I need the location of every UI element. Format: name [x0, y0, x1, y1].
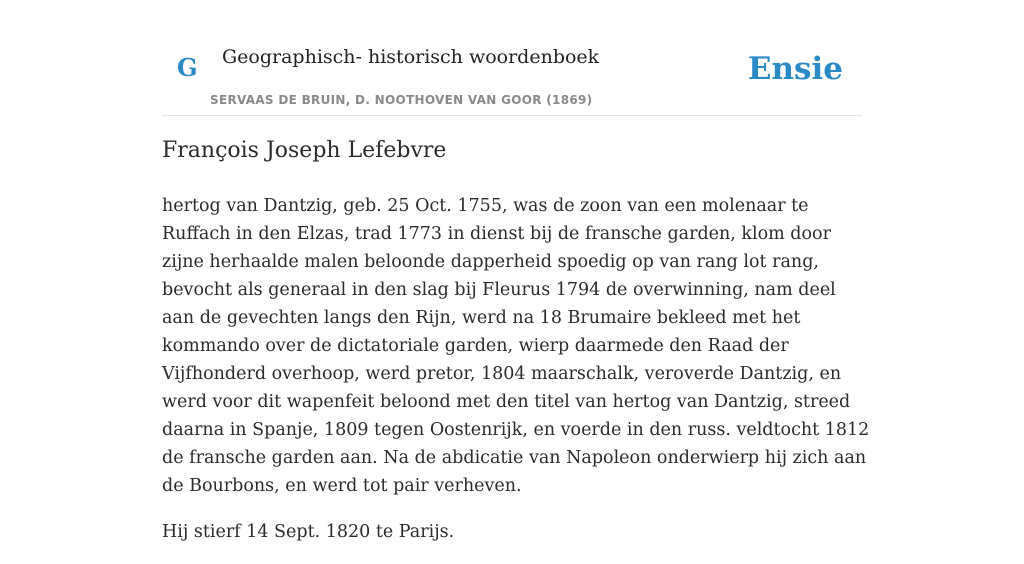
book-logo-icon[interactable]: G: [177, 53, 198, 82]
entry-body: [162, 192, 872, 564]
entry-title: François Joseph Lefebvre: [162, 138, 447, 163]
ensie-logo[interactable]: Ensie: [747, 51, 843, 87]
entry-paragraph-1: hertog van Dantzig, geb. 25 Oct. 1755, was de zoon van een molenaar te Ruffach in den Elzas, trad 1773 in dienst bij de fransche garden, klom door zijne herhaalde malen beloonde dapperheid spoedig op van rang lot rang, bevocht als generaal in den slag bij Fleurus 1794 de overwinning, nam deel aan de gevechten langs den Rijn, werd na 18 Brumaire bekleed met het kommando over de dictatoriale garden, wierp daarmede den Raad der Vijfhonderd overhoop, werd pretor, 1804 maarschalk, veroverde Dantzig, en werd voor dit wapenfeit beloond met den titel van hertog van Dantzig, streed daarna in Spanje, 1809 tegen Oostenrijk, en voerde in den russ. veldtocht 1812 de fransche garden aan. Na de abdicatie van Napoleon onderwierp hij zich aan de Bourbons, en werd tot pair verheven.: [162, 196, 870, 496]
book-author-line: SERVAAS DE BRUIN, D. NOOTHOVEN VAN GOOR (1869): [210, 93, 593, 107]
book-title-link[interactable]: Geographisch- historisch woordenboek: [222, 46, 600, 68]
book-header: [162, 30, 862, 116]
entry-paragraph-2: Hij stierf 14 Sept. 1820 te Parijs.: [162, 522, 455, 542]
